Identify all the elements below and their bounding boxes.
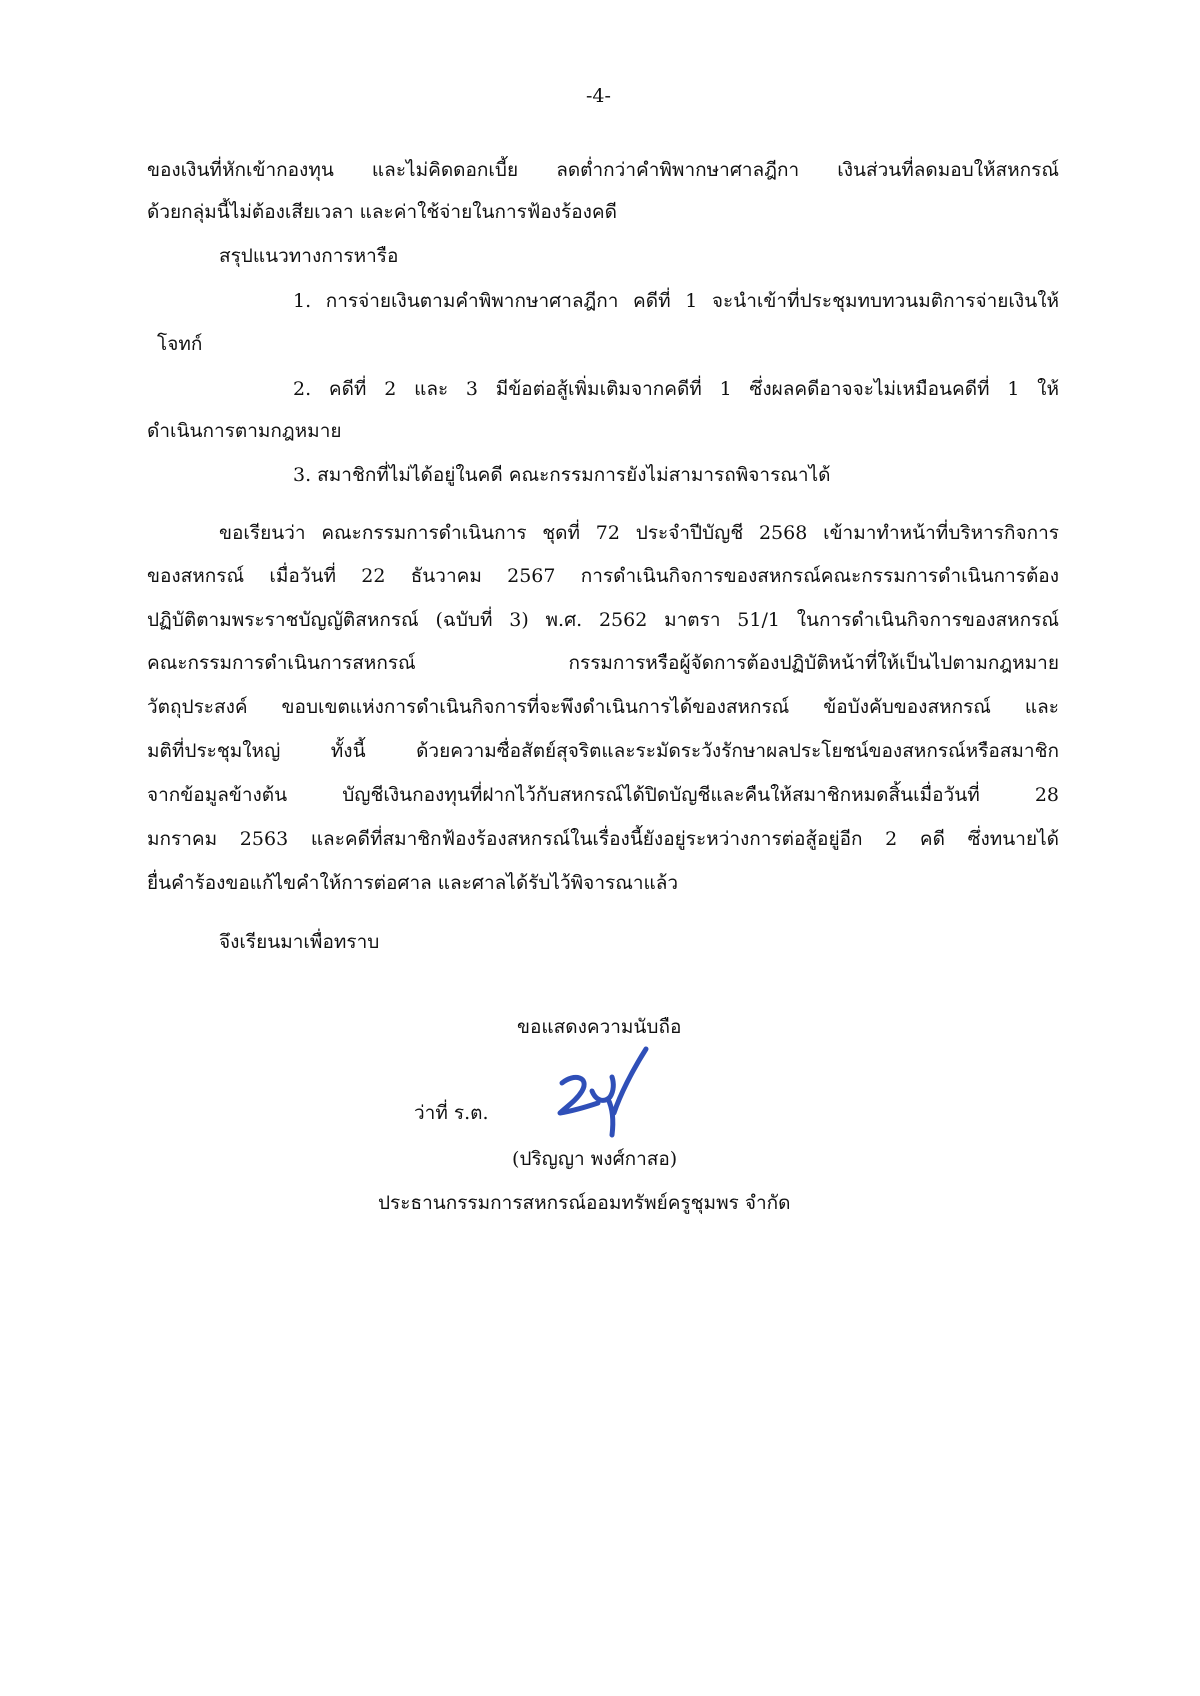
- item2-line2: ดำเนินการตามกฎหมาย: [147, 420, 342, 442]
- paragraph2-line2: ของสหกรณ์ เมื่อวันที่ 22 ธันวาคม 2567 การดำเนินกิจการของสหกรณ์คณะกรรมการดำเนินการต้อง: [147, 565, 1059, 587]
- paragraph2-line1: ขอเรียนว่า คณะกรรมการดำเนินการ ชุดที่ 72 ประจำปีบัญชี 2568 เข้ามาทำหน้าที่บริหารกิจการ: [219, 522, 1059, 544]
- paragraph1-line1: ของเงินที่หักเข้ากองทุน และไม่คิดดอกเบี้ย ลดต่ำกว่าคำพิพากษาศาลฎีกา เงินส่วนที่ลดมอบให้สหกรณ์: [147, 159, 1059, 181]
- paragraph2-line6: มติที่ประชุมใหญ่ ทั้งนี้ ด้วยความซื่อสัตย์สุจริตและระมัดระวังรักษาผลประโยชน์ของสหกรณ์หรือสมาชิก: [147, 740, 1059, 762]
- paragraph2-line5: วัตถุประสงค์ ขอบเขตแห่งการดำเนินกิจการที่จะพึงดำเนินการได้ของสหกรณ์ ข้อบังคับของสหกรณ์ และ: [147, 696, 1059, 718]
- paragraph1-line2: ด้วยกลุ่มนี้ไม่ต้องเสียเวลา และค่าใช้จ่ายในการฟ้องร้องคดี: [147, 201, 617, 223]
- page-number: -4-: [586, 85, 611, 107]
- summary-heading: สรุปแนวทางการหารือ: [219, 245, 399, 267]
- regards-line: ขอแสดงความนับถือ: [517, 1016, 682, 1038]
- paragraph2-line7: จากข้อมูลข้างต้น บัญชีเงินกองทุนที่ฝากไว้กับสหกรณ์ได้ปิดบัญชีและคืนให้สมาชิกหมดสิ้นเมื่อวันที่ 28: [147, 784, 1059, 806]
- item1-line1: 1. การจ่ายเงินตามคำพิพากษาศาลฎีกา คดีที่ 1 จะนำเข้าที่ประชุมทบทวนมติการจ่ายเงินให้: [293, 290, 1059, 312]
- paragraph2-line9: ยื่นคำร้องขอแก้ไขคำให้การต่อศาล และศาลได้รับไว้พิจารณาแล้ว: [147, 872, 679, 894]
- closing-line: จึงเรียนมาเพื่อทราบ: [219, 931, 380, 953]
- acting-lieutenant-label: ว่าที่ ร.ต.: [414, 1102, 489, 1124]
- handwritten-signature: [548, 1043, 658, 1138]
- signer-title: ประธานกรรมการสหกรณ์ออมทรัพย์ครูชุมพร จำกัด: [378, 1192, 791, 1214]
- signer-name: (ปริญญา พงศ์กาสอ): [512, 1148, 678, 1170]
- item3: 3. สมาชิกที่ไม่ได้อยู่ในคดี คณะกรรมการยังไม่สามารถพิจารณาได้: [293, 464, 831, 486]
- paragraph2-line3: ปฏิบัติตามพระราชบัญญัติสหกรณ์ (ฉบับที่ 3) พ.ศ. 2562 มาตรา 51/1 ในการดำเนินกิจการของสหกรณ์: [147, 609, 1059, 631]
- paragraph2-line4: คณะกรรมการดำเนินการสหกรณ์ กรรมการหรือผู้จัดการต้องปฏิบัติหน้าที่ให้เป็นไปตามกฎหมาย: [147, 652, 1059, 674]
- paragraph2-line8: มกราคม 2563 และคดีที่สมาชิกฟ้องร้องสหกรณ์ในเรื่องนี้ยังอยู่ระหว่างการต่อสู้อยู่อีก 2 คดี ซึ่งทนายได้: [147, 828, 1059, 850]
- item2-line1: 2. คดีที่ 2 และ 3 มีข้อต่อสู้เพิ่มเติมจากคดีที่ 1 ซึ่งผลคดีอาจจะไม่เหมือนคดีที่ 1 ให้: [293, 378, 1059, 400]
- item1-line2: โจทก์: [157, 333, 203, 355]
